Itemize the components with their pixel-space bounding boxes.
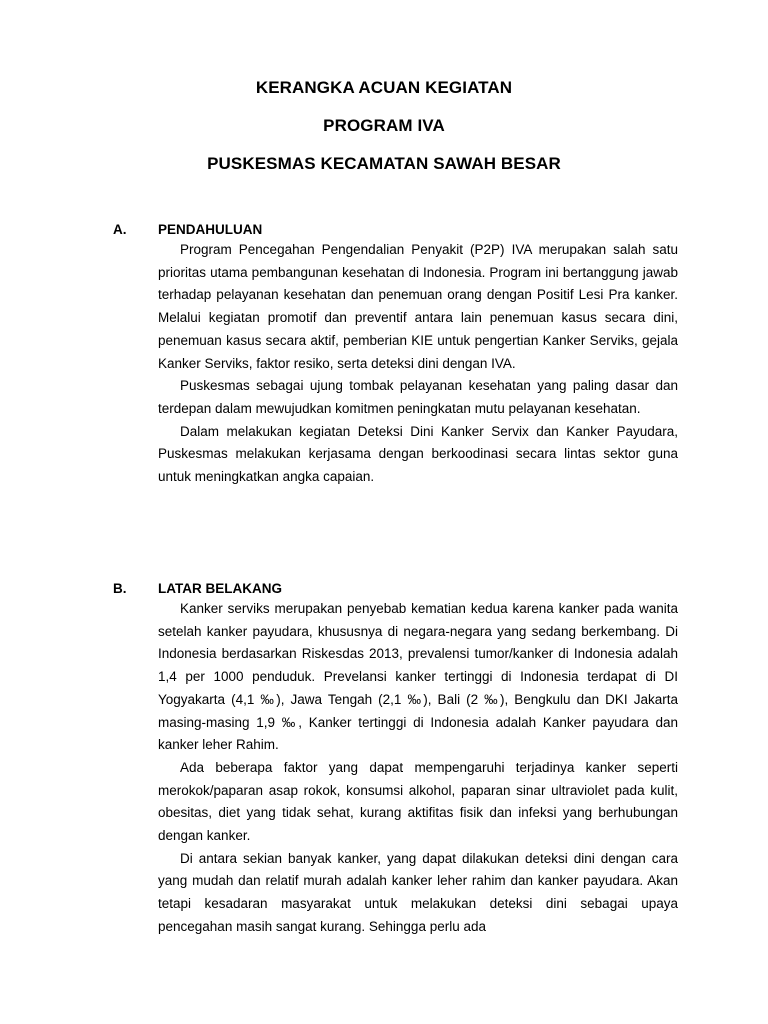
section-body: [158, 239, 678, 489]
paragraph: Puskesmas sebagai ujung tombak pelayanan kesehatan yang paling dasar dan terdepan dalam mewujudkan komitmen peningkatan mutu pelayanan kesehatan.: [158, 378, 678, 416]
section-heading: [113, 221, 678, 239]
document-title: KERANGKA ACUAN KEGIATAN: [255, 78, 513, 97]
paragraph: Kanker serviks merupakan penyebab kematian kedua karena kanker pada wanita setelah kanker payudara, khususnya di negara-negara yang sedang berkembang. Di Indonesia berdasarkan Riskesdas 2013, prevalensi tumor/kanker di Indonesia adalah 1,4 per 1000 penduduk. Prevelansi kanker tertinggi di Indonesia terdapat di DI Yogyakarta (4,1 ‰), Jawa Tengah (2,1 ‰), Bali (2 ‰), Bengkulu dan DKI Jakarta masing-masing 1,9 ‰, Kanker tertinggi di Indonesia adalah Kanker payudara dan kanker leher Rahim.: [158, 601, 678, 753]
document-title-block: [0, 78, 768, 192]
section-letter: A.: [113, 222, 127, 237]
paragraph: Di antara sekian banyak kanker, yang dapat dilakukan deteksi dini dengan cara yang mudah dan relatif murah adalah kanker leher rahim dan kanker payudara. Akan tetapi kesadaran masyarakat untuk melakukan deteksi dini sebagai upaya pencegahan masih sangat kurang. Sehingga perlu ada: [158, 850, 678, 934]
section-body: [158, 598, 678, 939]
section-letter: B.: [113, 581, 127, 596]
program-title: PROGRAM IVA: [323, 116, 445, 135]
institution-title: PUSKESMAS KECAMATAN SAWAH BESAR: [207, 154, 561, 173]
paragraph: Dalam melakukan kegiatan Deteksi Dini Kanker Servix dan Kanker Payudara, Puskesmas melakukan kerjasama dengan berkoodinasi secara lintas sektor guna untuk meningkatkan angka capaian.: [158, 423, 678, 485]
section-latar-belakang: [113, 580, 678, 939]
section-title: PENDAHULUAN: [158, 222, 263, 237]
section-title: LATAR BELAKANG: [158, 581, 282, 596]
paragraph: Program Pencegahan Pengendalian Penyakit (P2P) IVA merupakan salah satu prioritas utama pembangunan kesehatan di Indonesia. Program ini bertanggung jawab terhadap pelayanan kesehatan dan penemuan orang dengan Positif Lesi Pra kanker. Melalui kegiatan promotif dan preventif antara lain penemuan kasus secara dini, penemuan kasus secara aktif, pemberian KIE untuk pengertian Kanker Serviks, gejala Kanker Serviks, faktor resiko, serta deteksi dini dengan IVA.: [158, 242, 678, 371]
section-heading: [113, 580, 678, 598]
paragraph: Ada beberapa faktor yang dapat mempengaruhi terjadinya kanker seperti merokok/paparan asap rokok, konsumsi alkohol, paparan sinar ultraviolet pada kulit, obesitas, diet yang tidak sehat, kurang aktifitas fisik dan infeksi yang berhubungan dengan kanker.: [158, 759, 678, 844]
section-pendahuluan: [113, 221, 678, 489]
